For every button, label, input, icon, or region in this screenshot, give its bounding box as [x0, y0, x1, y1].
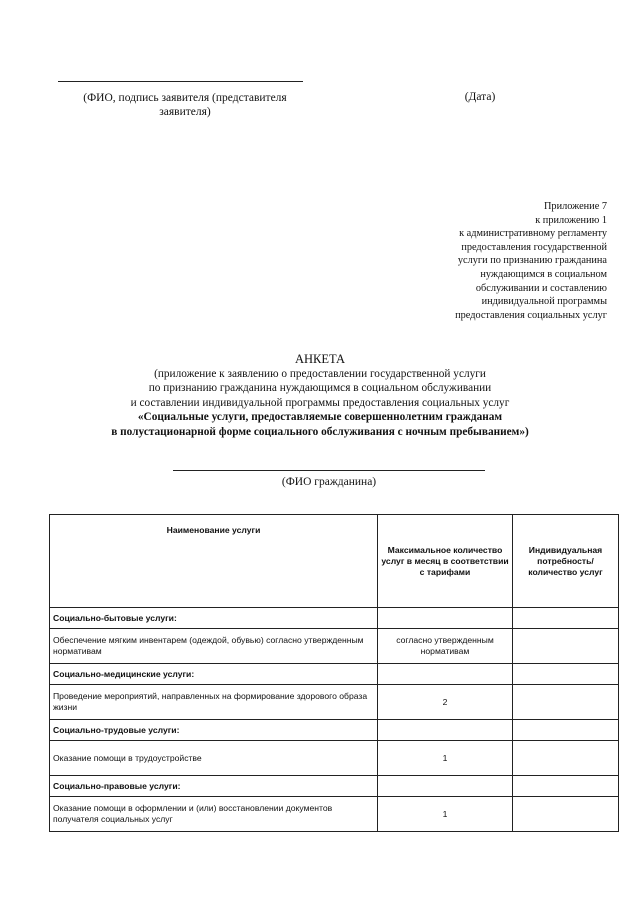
anketa-service-name: «Социальные услуги, предоставляемые совершеннолетним гражданам — [137, 411, 503, 424]
anketa-subtitle-line: по признанию гражданина нуждающимся в социальном обслуживании — [148, 382, 492, 395]
table-row — [50, 720, 619, 741]
signature-line — [58, 81, 303, 82]
services-table — [49, 514, 619, 832]
citizen-name-line — [173, 470, 485, 471]
need-cell[interactable] — [513, 720, 619, 741]
anketa-subtitle-line: и составлении индивидуальной программы предоставления социальных услуг — [130, 396, 510, 409]
table-row — [50, 608, 619, 629]
category-cell: Социально-бытовые услуги: — [50, 608, 378, 629]
max-count-cell: 2 — [378, 685, 513, 720]
header-service-name: Наименование услуги — [50, 515, 378, 608]
need-cell[interactable] — [513, 629, 619, 664]
signature-label: (ФИО, подпись заявителя (представителя заявителя) — [83, 92, 287, 118]
category-cell: Социально-трудовые услуги: — [50, 720, 378, 741]
service-name-cell: Проведение мероприятий, направленных на формирование здорового образа жизни — [50, 685, 378, 720]
appendix-line: Приложение 7 — [544, 201, 607, 212]
header-max-count: Максимальное количество услуг в месяц в соответствии с тарифами — [378, 515, 513, 608]
table-row — [50, 741, 619, 776]
need-cell[interactable] — [513, 776, 619, 797]
empty-cell — [378, 608, 513, 629]
appendix-line: предоставления социальных услуг — [455, 309, 607, 321]
anketa-heading — [0, 352, 640, 440]
table-header-row — [50, 515, 619, 608]
need-cell[interactable] — [513, 664, 619, 685]
anketa-service-name: в полустационарной форме социального обслуживания с ночным пребыванием») — [111, 425, 529, 438]
appendix-reference — [407, 200, 607, 322]
table-row — [50, 776, 619, 797]
header-individual-need: Индивидуальная потребность/ количество услуг — [513, 515, 619, 608]
appendix-line: нуждающимся в социальном — [480, 268, 607, 280]
anketa-title: АНКЕТА — [294, 352, 346, 366]
service-name-cell: Обеспечение мягким инвентарем (одеждой, обувью) согласно утвержденным нормативам — [50, 629, 378, 664]
empty-cell — [378, 776, 513, 797]
need-cell[interactable] — [513, 608, 619, 629]
need-cell[interactable] — [513, 797, 619, 832]
appendix-line: индивидуальной программы — [481, 296, 607, 308]
appendix-line: услуги по признанию гражданина — [457, 255, 607, 267]
anketa-subtitle-line: (приложение к заявлению о предоставлении государственной услуги — [154, 367, 486, 380]
service-name-cell: Оказание помощи в оформлении и (или) восстановлении документов получателя социальных услуг — [50, 797, 378, 832]
category-cell: Социально-правовые услуги: — [50, 776, 378, 797]
service-name-cell: Оказание помощи в трудоустройстве — [50, 741, 378, 776]
category-cell: Социально-медицинские услуги: — [50, 664, 378, 685]
max-count-cell: 1 — [378, 741, 513, 776]
appendix-line: к административному регламенту — [459, 228, 607, 240]
table-row — [50, 797, 619, 832]
appendix-line: обслуживании и составлению — [475, 282, 607, 294]
empty-cell — [378, 664, 513, 685]
date-label: (Дата) — [464, 91, 496, 103]
table-row — [50, 685, 619, 720]
max-count-cell: согласно утвержденным нормативам — [378, 629, 513, 664]
empty-cell — [378, 720, 513, 741]
need-cell[interactable] — [513, 741, 619, 776]
citizen-name-label: (ФИО гражданина) — [281, 476, 377, 488]
need-cell[interactable] — [513, 685, 619, 720]
appendix-line: к приложению 1 — [535, 214, 607, 226]
appendix-line: предоставления государственной — [461, 241, 607, 253]
table-row — [50, 664, 619, 685]
max-count-cell: 1 — [378, 797, 513, 832]
table-row — [50, 629, 619, 664]
